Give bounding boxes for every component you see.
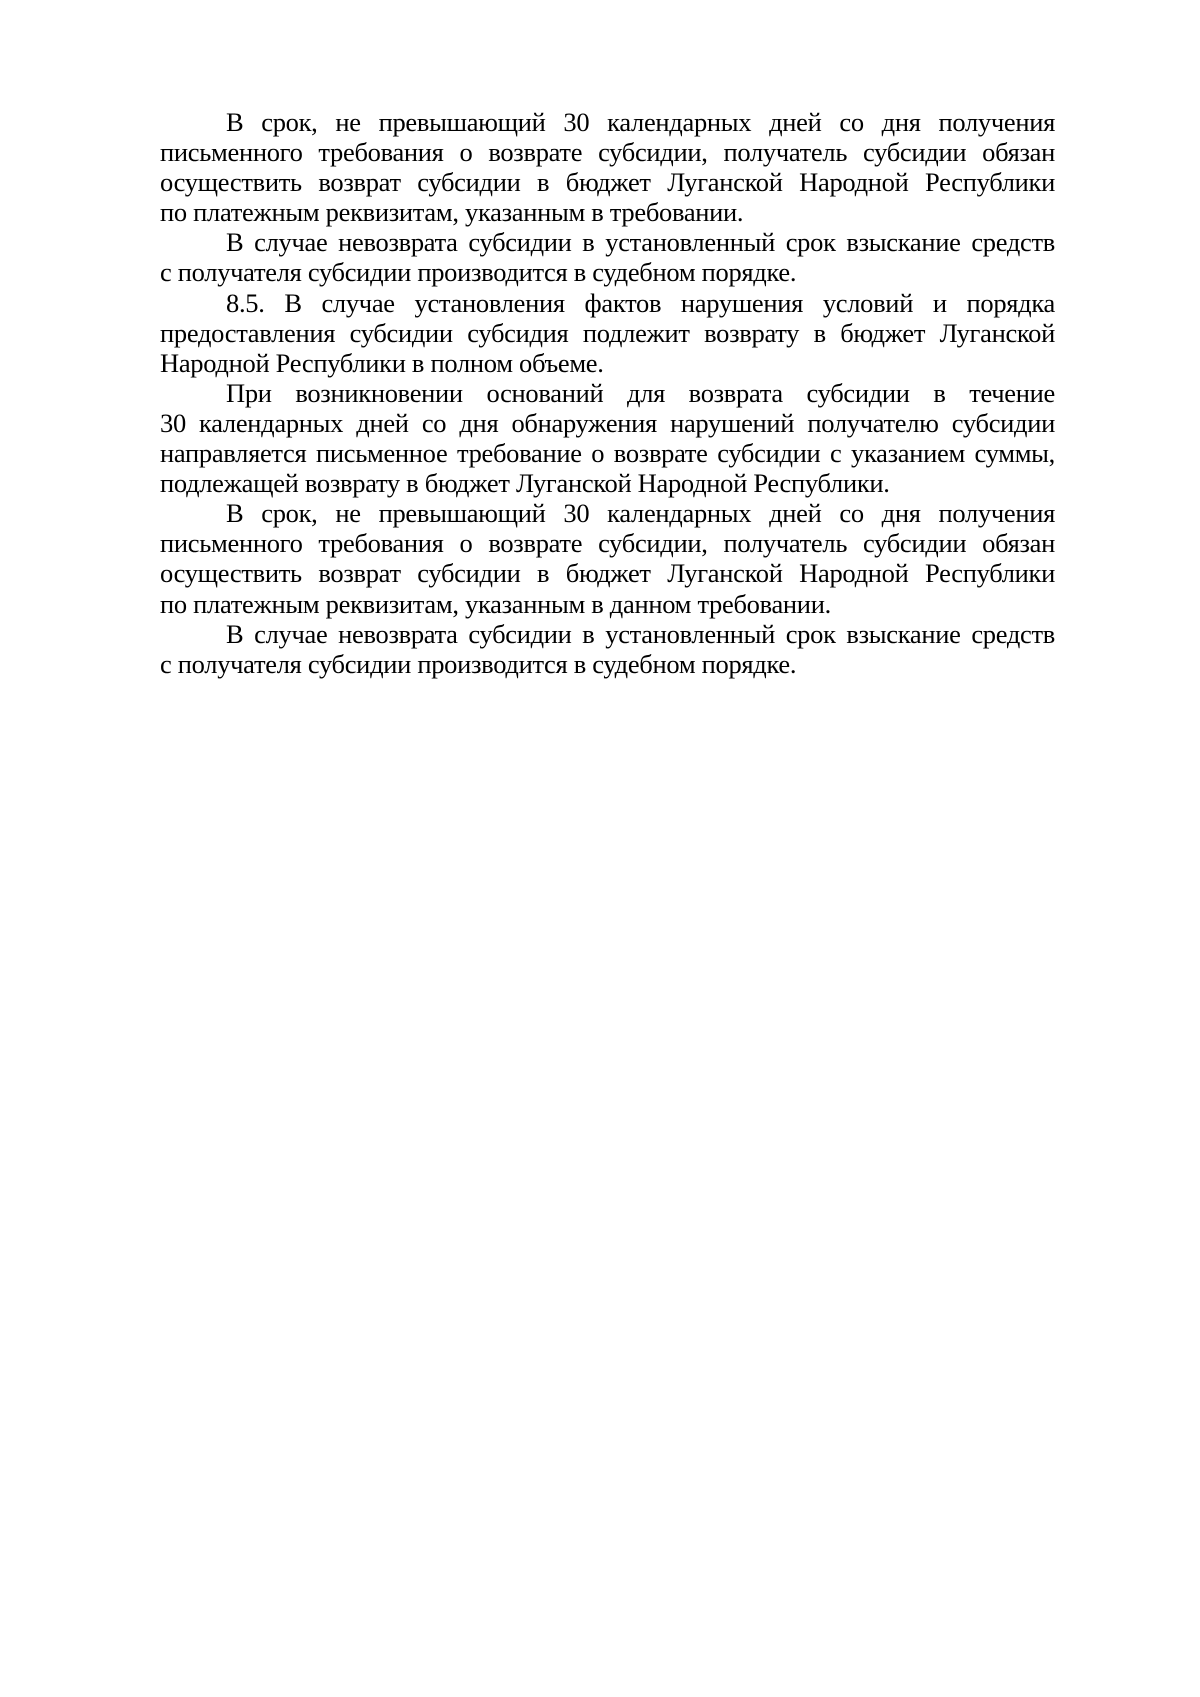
paragraph bbox=[160, 619, 1055, 679]
text-line: письменного требования о возврате субсидии, получатель субсидии обязан bbox=[160, 528, 1055, 559]
paragraph bbox=[160, 227, 1055, 287]
text-line: осуществить возврат субсидии в бюджет Луганской Народной Республики bbox=[160, 167, 1055, 198]
text-line: В случае невозврата субсидии в установленный срок взыскание средств bbox=[226, 227, 1055, 258]
text-line: В срок, не превышающий 30 календарных дней со дня получения bbox=[226, 498, 1055, 529]
text-line: В случае невозврата субсидии в установленный срок взыскание средств bbox=[226, 618, 1055, 649]
paragraph bbox=[160, 107, 1055, 227]
text-line: 8.5. В случае установления фактов нарушения условий и порядка bbox=[226, 287, 1055, 318]
text-line: подлежащей возврату в бюджет Луганской Народной Республики. bbox=[160, 468, 890, 499]
paragraph bbox=[160, 498, 1055, 618]
text-line: Народной Республики в полном объеме. bbox=[160, 347, 604, 378]
text-line: с получателя субсидии производится в судебном порядке. bbox=[160, 648, 797, 679]
text-line: с получателя субсидии производится в судебном порядке. bbox=[160, 257, 797, 288]
text-line: предоставления субсидии субсидия подлежит возврату в бюджет Луганской bbox=[160, 317, 1055, 348]
paragraph bbox=[160, 378, 1055, 498]
text-line: письменного требования о возврате субсидии, получатель субсидии обязан bbox=[160, 137, 1055, 168]
text-line: направляется письменное требование о возврате субсидии с указанием суммы, bbox=[160, 438, 1055, 469]
paragraph bbox=[160, 288, 1055, 378]
text-line: При возникновении оснований для возврата субсидии в течение bbox=[226, 377, 1055, 408]
text-line: 30 календарных дней со дня обнаружения нарушений получателю субсидии bbox=[160, 407, 1055, 438]
text-line: В срок, не превышающий 30 календарных дней со дня получения bbox=[226, 107, 1055, 137]
document-body bbox=[160, 107, 1055, 679]
text-line: осуществить возврат субсидии в бюджет Луганской Народной Республики bbox=[160, 558, 1055, 589]
text-line: по платежным реквизитам, указанным в требовании. bbox=[160, 197, 744, 228]
text-line: по платежным реквизитам, указанным в данном требовании. bbox=[160, 588, 831, 619]
